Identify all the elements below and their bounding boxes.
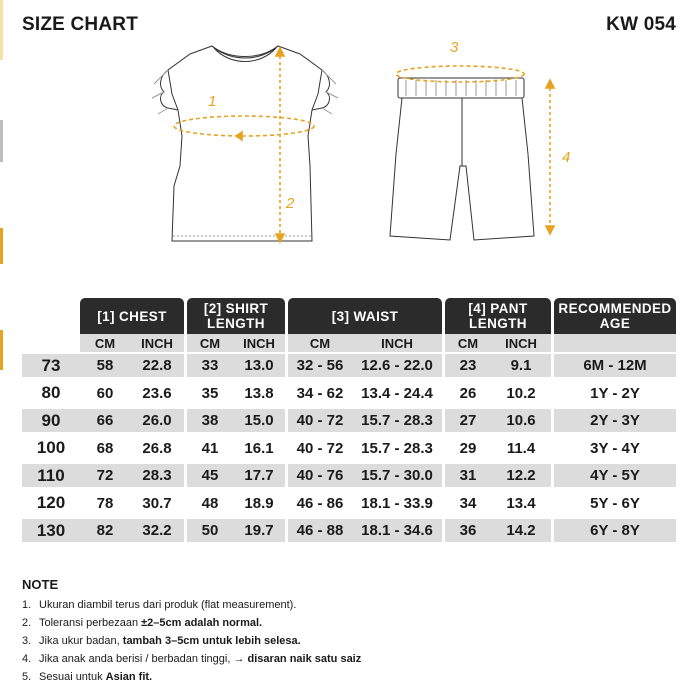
table-cell: 12.2 bbox=[506, 467, 536, 484]
table-cell: 72 bbox=[96, 467, 114, 484]
notes-title: NOTE bbox=[22, 577, 59, 592]
subheader-inch: INCH bbox=[352, 334, 442, 352]
product-code: KW 054 bbox=[606, 14, 676, 35]
table-cell: 9.1 bbox=[510, 357, 532, 374]
table-cell: 30.7 bbox=[142, 494, 172, 512]
subheader-cm: CM bbox=[80, 334, 130, 352]
table-cell: 36 bbox=[459, 522, 477, 539]
column-divider bbox=[184, 354, 187, 546]
table-cell: 40 - 72 bbox=[296, 439, 344, 457]
table-cell: 28.3 bbox=[142, 467, 172, 484]
table-cell: 68 bbox=[96, 439, 114, 457]
table-cell: 66 bbox=[96, 412, 114, 429]
edge-strip bbox=[0, 330, 3, 370]
table-cell: 35 bbox=[201, 384, 219, 402]
table-cell: 6M - 12M bbox=[583, 357, 647, 374]
note-item bbox=[22, 650, 682, 668]
size-label: 110 bbox=[37, 465, 65, 485]
size-label: 90 bbox=[41, 410, 61, 430]
table-cell: 34 bbox=[459, 494, 477, 512]
note-text: Ukuran diambil terus dari produk (flat measurement). bbox=[39, 599, 297, 611]
note-text: Jika anak anda berisi / berbadan tinggi, bbox=[39, 653, 234, 665]
subheader-inch: INCH bbox=[233, 334, 285, 352]
table-cell: 19.7 bbox=[244, 522, 274, 539]
edge-strip bbox=[0, 120, 3, 162]
table-cell: 6Y - 8Y bbox=[590, 522, 640, 539]
table-cell: 18.9 bbox=[244, 494, 274, 512]
header-recommended-age: RECOMMENDED AGE bbox=[554, 298, 676, 334]
table-cell: 3Y - 4Y bbox=[590, 439, 640, 457]
table-cell: 15.7 - 30.0 bbox=[361, 467, 433, 484]
table-cell: 10.6 bbox=[506, 412, 536, 429]
table-cell: 17.7 bbox=[244, 467, 274, 484]
table-cell: 27 bbox=[459, 412, 477, 429]
table-cell: 23.6 bbox=[142, 384, 172, 402]
size-label: 100 bbox=[36, 438, 66, 457]
table-cell: 34 - 62 bbox=[296, 384, 344, 402]
table-cell: 13.4 - 24.4 bbox=[361, 384, 433, 402]
table-cell: 48 bbox=[201, 494, 219, 512]
edge-strip bbox=[0, 228, 3, 264]
header-waist: [3] WAIST bbox=[288, 298, 442, 334]
edge-strip bbox=[0, 0, 3, 60]
note-item bbox=[22, 668, 682, 686]
header-chest: [1] CHEST bbox=[80, 298, 184, 334]
table-cell: 18.1 - 33.9 bbox=[361, 494, 433, 512]
column-divider bbox=[285, 354, 288, 546]
table-cell: 22.8 bbox=[142, 357, 172, 374]
shorts-garment bbox=[390, 78, 534, 240]
table-cell: 15.0 bbox=[244, 412, 274, 429]
top-garment bbox=[152, 46, 338, 241]
size-label: 130 bbox=[36, 520, 66, 540]
table-cell: 26 bbox=[459, 384, 477, 402]
mark-4: 4 bbox=[562, 149, 571, 166]
note-text: Sesuai untuk bbox=[39, 671, 106, 683]
table-cell: 18.1 - 34.6 bbox=[361, 522, 433, 539]
mark-1: 1 bbox=[208, 93, 217, 110]
table-cell: 46 - 86 bbox=[296, 494, 344, 512]
table-cell: 82 bbox=[96, 522, 114, 539]
table-cell: 33 bbox=[201, 357, 219, 374]
subheader-age-blank bbox=[554, 334, 676, 352]
note-text: tambah 3–5cm untuk lebih selesa. bbox=[122, 635, 301, 647]
size-label: 120 bbox=[36, 493, 66, 512]
size-label: 73 bbox=[41, 355, 61, 375]
notes-list bbox=[22, 596, 682, 686]
garment-illustration bbox=[150, 36, 590, 256]
table-cell: 31 bbox=[459, 467, 477, 484]
note-item bbox=[22, 632, 682, 650]
mark-3: 3 bbox=[450, 39, 459, 56]
note-number: 4. bbox=[22, 653, 32, 665]
note-number: 3. bbox=[22, 635, 32, 647]
table-cell: 45 bbox=[201, 467, 219, 484]
table-cell: 58 bbox=[96, 357, 114, 374]
table-cell: 16.1 bbox=[244, 439, 274, 457]
header-pant-length: [4] PANT LENGTH bbox=[445, 298, 551, 334]
table-cell: 26.8 bbox=[142, 439, 172, 457]
notes-section bbox=[22, 577, 682, 686]
table-cell: 10.2 bbox=[506, 384, 536, 402]
page-title: SIZE CHART bbox=[22, 14, 138, 35]
table-cell: 2Y - 3Y bbox=[590, 412, 640, 429]
note-text: Asian fit. bbox=[105, 671, 153, 683]
subheader-cm: CM bbox=[288, 334, 352, 352]
table-cell: 50 bbox=[201, 522, 219, 539]
table-cell: 13.4 bbox=[506, 494, 536, 512]
table-cell: 40 - 76 bbox=[296, 467, 344, 484]
table-cell: 41 bbox=[201, 439, 219, 457]
size-label: 80 bbox=[41, 383, 61, 402]
table-cell: 4Y - 5Y bbox=[590, 467, 640, 484]
table-cell: 32.2 bbox=[142, 522, 172, 539]
table-cell: 13.8 bbox=[244, 384, 274, 402]
subheader-cm: CM bbox=[187, 334, 233, 352]
table-cell: 1Y - 2Y bbox=[590, 384, 640, 402]
table-cell: 26.0 bbox=[142, 412, 172, 429]
note-number: 1. bbox=[22, 599, 32, 611]
column-divider bbox=[442, 354, 445, 546]
note-number: 2. bbox=[22, 617, 32, 629]
table-cell: 11.4 bbox=[506, 439, 536, 457]
table-cell: 29 bbox=[459, 439, 477, 457]
header-shirt-length: [2] SHIRT LENGTH bbox=[187, 298, 285, 334]
note-text: Toleransi perbezaan bbox=[39, 617, 142, 629]
table-cell: 78 bbox=[96, 494, 114, 512]
note-item bbox=[22, 596, 682, 614]
column-divider bbox=[551, 354, 554, 546]
subheader-cm: CM bbox=[445, 334, 491, 352]
table-cell: 46 - 88 bbox=[296, 522, 344, 539]
table-cell: 40 - 72 bbox=[296, 412, 344, 429]
table-cell: 60 bbox=[96, 384, 114, 402]
table-cell: 5Y - 6Y bbox=[590, 494, 640, 512]
table-cell: 38 bbox=[201, 412, 219, 429]
table-cell: 32 - 56 bbox=[296, 357, 344, 374]
note-text: → disaran naik satu saiz bbox=[233, 653, 362, 665]
table-cell: 12.6 - 22.0 bbox=[361, 357, 433, 374]
table-cell: 15.7 - 28.3 bbox=[361, 439, 433, 457]
note-number: 5. bbox=[22, 671, 32, 683]
table-cell: 15.7 - 28.3 bbox=[361, 412, 433, 429]
table-cell: 23 bbox=[459, 357, 477, 374]
table-cell: 13.0 bbox=[244, 357, 274, 374]
subheader-inch: INCH bbox=[130, 334, 184, 352]
note-text: Jika ukur badan, bbox=[39, 635, 123, 647]
note-item bbox=[22, 614, 682, 632]
subheader-inch: INCH bbox=[491, 334, 551, 352]
table-cell: 14.2 bbox=[506, 522, 536, 539]
note-text: ±2–5cm adalah normal. bbox=[141, 617, 263, 629]
mark-2: 2 bbox=[286, 195, 295, 212]
